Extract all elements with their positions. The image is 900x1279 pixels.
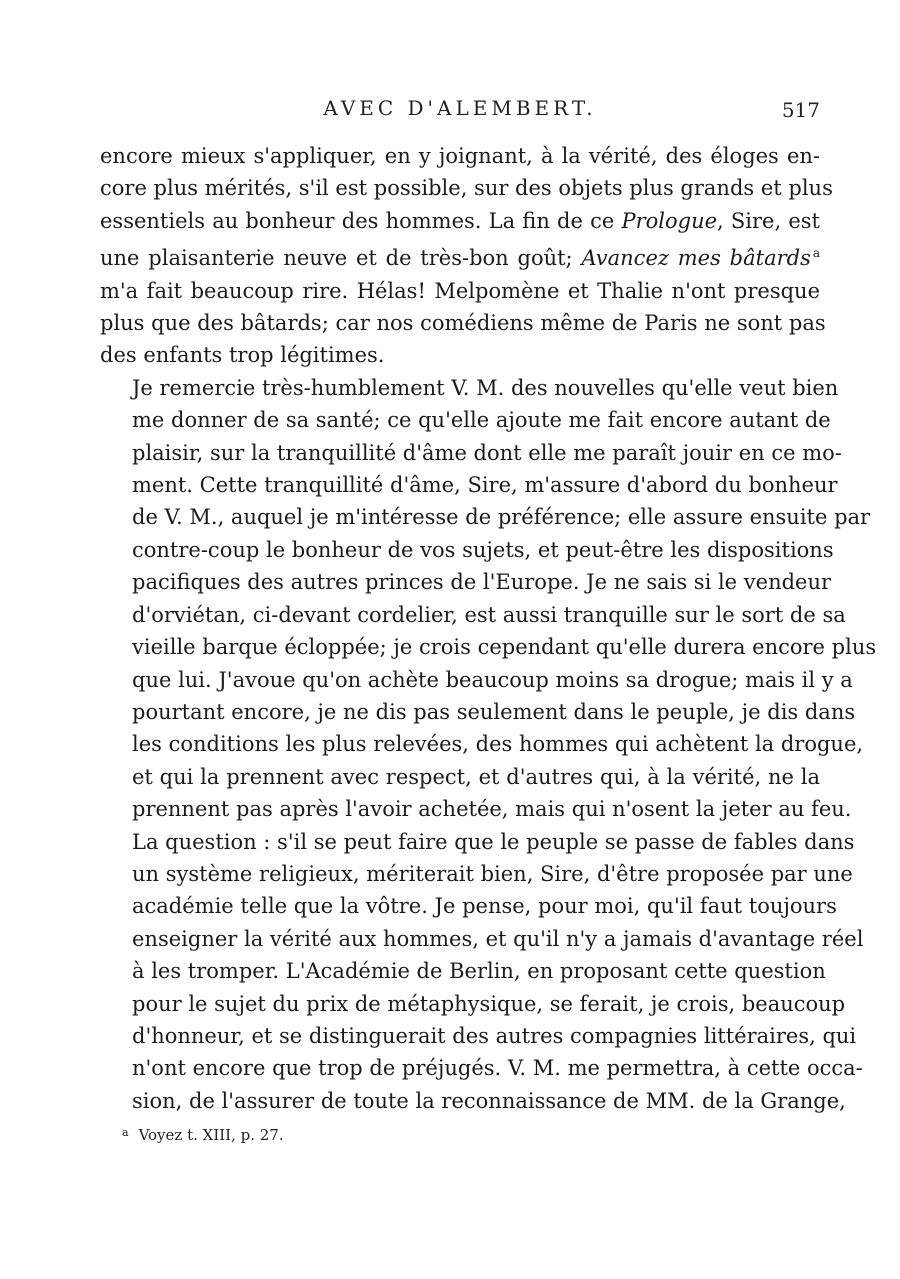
- page-number: 517: [781, 98, 820, 122]
- text-line: vieille barque écloppée; je crois cependant qu'elle durera encore plus: [132, 635, 877, 660]
- text-span: une plaisanterie neuve et de très-bon goût;: [100, 246, 582, 271]
- text-line: les conditions les plus relevées, des hommes qui achètent la drogue,: [132, 732, 864, 757]
- body-text: [100, 140, 877, 1117]
- paragraph-1: [100, 140, 833, 372]
- text-line: que lui. J'avoue qu'on achète beaucoup moins sa drogue; mais il y a: [132, 667, 853, 692]
- paragraph-2: [100, 372, 877, 826]
- text-line: des enfants trop légitimes.: [100, 343, 385, 368]
- footnote-reference[interactable]: a: [812, 246, 821, 261]
- text-line: pour le sujet du prix de métaphysique, se ferait, je crois, beaucoup: [132, 991, 846, 1016]
- text-line: sion, de l'assurer de toute la reconnaissance de MM. de la Grange,: [132, 1088, 846, 1113]
- text-line: Je remercie très-humblement V. M. des nouvelles qu'elle veut bien: [132, 375, 839, 400]
- footnote-text: Voyez t. XIII, p. 27.: [138, 1126, 284, 1144]
- text-line: [100, 205, 820, 237]
- running-title: AVEC D'ALEMBERT.: [323, 96, 597, 120]
- text-line: encore mieux s'appliquer, en y joignant, à la vérité, des éloges en-: [100, 144, 820, 168]
- text-line: un système religieux, mériterait bien, Sire, d'être proposée par une: [132, 861, 853, 886]
- running-head: [100, 96, 820, 128]
- paragraph-3: [100, 826, 864, 1118]
- text-line: [100, 237, 820, 274]
- text-span: essentiels au bonheur des hommes. La fin de ce: [100, 208, 622, 233]
- text-line: enseigner la vérité aux hommes, et qu'il n'y a jamais d'avantage réel: [132, 926, 864, 951]
- text-line: La question : s'il se peut faire que le peuple se passe de fables dans: [132, 829, 855, 854]
- text-line: d'orviétan, ci-devant cordelier, est aussi tranquille sur le sort de sa: [132, 602, 846, 627]
- text-line: de V. M., auquel je m'intéresse de préférence; elle assure ensuite par: [132, 505, 871, 530]
- italic-title: Prologue: [621, 208, 718, 233]
- italic-quote: Avancez mes bâtards: [581, 246, 811, 271]
- text-line: contre-coup le bonheur de vos sujets, et peut-être les dispositions: [132, 537, 834, 562]
- text-line: m'a fait beaucoup rire. Hélas! Melpomène et Thalie n'ont presque: [100, 278, 820, 303]
- text-line: plaisir, sur la tranquillité d'âme dont elle me paraît jouir en ce mo-: [132, 440, 842, 465]
- text-line: n'ont encore que trop de préjugés. V. M. me permettra, à cette occa-: [132, 1056, 863, 1081]
- text-line: plus que des bâtards; car nos comédiens même de Paris ne sont pas: [100, 311, 826, 336]
- text-line: académie telle que la vôtre. Je pense, pour moi, qu'il faut toujours: [132, 894, 837, 919]
- text-line: me donner de sa santé; ce qu'elle ajoute me fait encore autant de: [132, 408, 831, 433]
- text-line: à les tromper. L'Académie de Berlin, en proposant cette question: [132, 959, 826, 984]
- text-line: core plus mérités, s'il est possible, sur des objets plus grands et plus: [100, 176, 833, 201]
- text-line: prennent pas après l'avoir achetée, mais qui n'osent la jeter au feu.: [132, 797, 852, 822]
- text-span: , Sire, est: [717, 208, 820, 233]
- footnote: [122, 1126, 284, 1144]
- text-line: d'honneur, et se distinguerait des autres compagnies littéraires, qui: [132, 1023, 857, 1048]
- text-line: et qui la prennent avec respect, et d'autres qui, à la vérité, ne la: [132, 764, 820, 789]
- text-line: pourtant encore, je ne dis pas seulement dans le peuple, je dis dans: [132, 699, 856, 724]
- text-line: pacifiques des autres princes de l'Europe. Je ne sais si le vendeur: [132, 570, 832, 595]
- footnote-mark: a: [122, 1126, 129, 1139]
- text-line: ment. Cette tranquillité d'âme, Sire, m'assure d'abord du bonheur: [132, 473, 838, 498]
